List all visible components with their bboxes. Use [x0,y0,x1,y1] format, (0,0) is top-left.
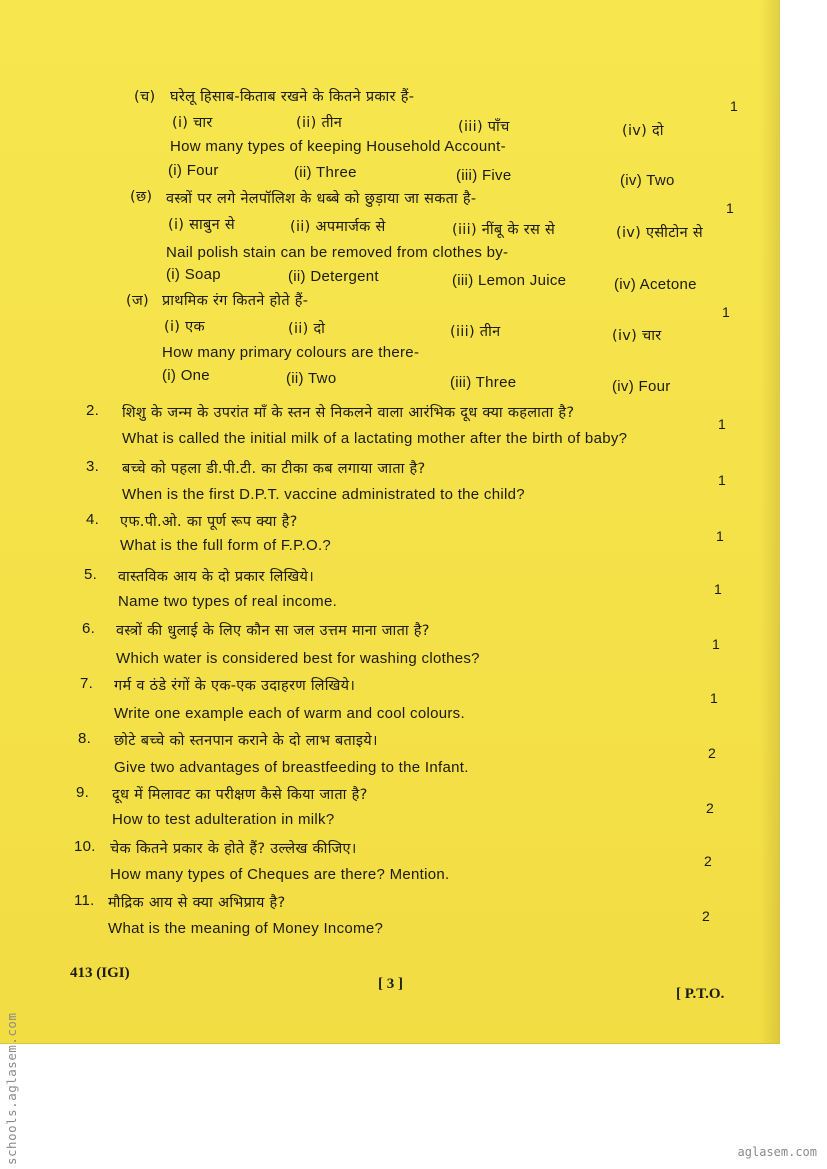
question-marks: 1 [718,472,726,488]
option-en: (iii) Lemon Juice [452,272,567,289]
question-number: 4. [86,511,100,528]
option-hi: (iv) चार [612,328,662,344]
pto-label: [ P.T.O. [676,986,725,1002]
option-en: (i) One [162,367,210,384]
option-hi: (iv) एसीटोन से [616,225,703,241]
option-en: (i) Soap [166,266,221,283]
option-en: (iii) Five [456,167,512,184]
question-marks: 1 [710,690,718,706]
question-marks: 1 [714,581,722,597]
question-hindi: शिशु के जन्म के उपरांत माँ के स्तन से निकलने वाला आरंभिक दूध क्या कहलाता है? [122,405,575,421]
question-number: 3. [86,458,100,475]
subq-hindi-ja: प्राथमिक रंग कितने होते हैं- [162,293,309,309]
option-hi: (iv) दो [622,123,664,139]
option-en: (iii) Three [450,374,517,391]
question-marks: 2 [702,908,710,924]
subq-english-cha: How many types of keeping Household Account- [170,138,506,155]
option-en: (i) Four [168,162,219,179]
question-english: When is the first D.P.T. vaccine administrated to the child? [122,486,525,503]
question-marks: 1 [716,528,724,544]
question-marks: 1 [712,636,720,652]
question-number: 2. [86,402,100,419]
question-hindi: चेक कितने प्रकार के होते हैं? उल्लेख कीजिए। [110,841,357,857]
option-en: (ii) Two [286,370,337,387]
question-english: Which water is considered best for washing clothes? [116,650,480,667]
question-hindi: मौद्रिक आय से क्या अभिप्राय है? [108,895,286,911]
question-english: How many types of Cheques are there? Mention. [110,866,450,883]
question-english: Name two types of real income. [118,593,338,610]
question-number: 11. [74,892,95,909]
question-english: How to test adulteration in milk? [112,811,335,828]
subq-label-chha: (छ) [130,189,153,205]
question-english: What is called the initial milk of a lactating mother after the birth of baby? [122,430,628,447]
subq-label-ja: (ज) [126,293,149,309]
question-hindi: बच्चे को पहला डी.पी.टी. का टीका कब लगाया जाता है? [122,461,426,477]
question-hindi: दूध में मिलावट का परीक्षण कैसे किया जाता है? [112,787,368,803]
question-number: 6. [82,620,96,637]
question-marks: 2 [706,800,714,816]
subq-label-cha: (च) [134,89,156,105]
subq-hindi-chha: वस्त्रों पर लगे नेलपॉलिश के धब्बे को छुड़ाया जा सकता है- [166,191,477,207]
question-hindi: वास्तविक आय के दो प्रकार लिखिये। [118,569,315,585]
option-en: (iv) Four [612,378,671,395]
subq-english-ja: How many primary colours are there- [162,344,420,361]
question-english: What is the full form of F.P.O.? [120,537,332,554]
bottom-watermark: aglasem.com [737,1145,817,1159]
option-hi: (ii) तीन [296,115,343,131]
option-en: (ii) Detergent [288,268,379,285]
option-hi: (ii) दो [288,321,326,337]
option-hi: (iii) पाँच [458,119,510,135]
question-number: 10. [74,838,96,855]
question-hindi: छोटे बच्चे को स्तनपान कराने के दो लाभ बताइये। [114,733,378,749]
option-hi: (iii) तीन [450,324,501,340]
question-hindi: वस्त्रों की धुलाई के लिए कौन सा जल उत्तम माना जाता है? [116,623,430,639]
option-hi: (i) चार [172,115,213,131]
question-marks: 2 [708,745,716,761]
option-en: (iv) Two [620,172,675,189]
question-english: What is the meaning of Money Income? [108,920,384,937]
question-english: Write one example each of warm and cool colours. [114,705,465,722]
option-hi: (i) साबुन से [168,217,235,233]
question-marks: 1 [718,416,726,432]
paper-code: 413 (IGI) [70,965,130,981]
side-watermark: schools.aglasem.com [4,1012,19,1165]
option-hi: (ii) अपमार्जक से [290,219,386,235]
option-hi: (iii) नींबू के रस से [452,222,556,238]
marks-cha: 1 [730,98,738,114]
question-number: 7. [80,675,94,692]
question-hindi: एफ.पी.ओ. का पूर्ण रूप क्या है? [120,514,298,530]
page-number: [ 3 ] [378,976,403,992]
question-number: 8. [78,730,92,747]
subq-english-chha: Nail polish stain can be removed from clothes by- [166,244,509,261]
question-english: Give two advantages of breastfeeding to the Infant. [114,759,469,776]
question-number: 5. [84,566,98,583]
page-edge-shadow [760,0,780,1043]
question-marks: 2 [704,853,712,869]
question-hindi: गर्म व ठंडे रंगों के एक-एक उदाहरण लिखिये। [114,678,356,694]
subq-hindi-cha: घरेलू हिसाब-किताब रखने के कितने प्रकार हैं- [170,89,415,105]
option-hi: (i) एक [164,319,205,335]
option-en: (ii) Three [294,164,357,181]
marks-chha: 1 [726,200,734,216]
question-number: 9. [76,784,90,801]
option-en: (iv) Acetone [614,276,697,293]
marks-ja: 1 [722,304,730,320]
